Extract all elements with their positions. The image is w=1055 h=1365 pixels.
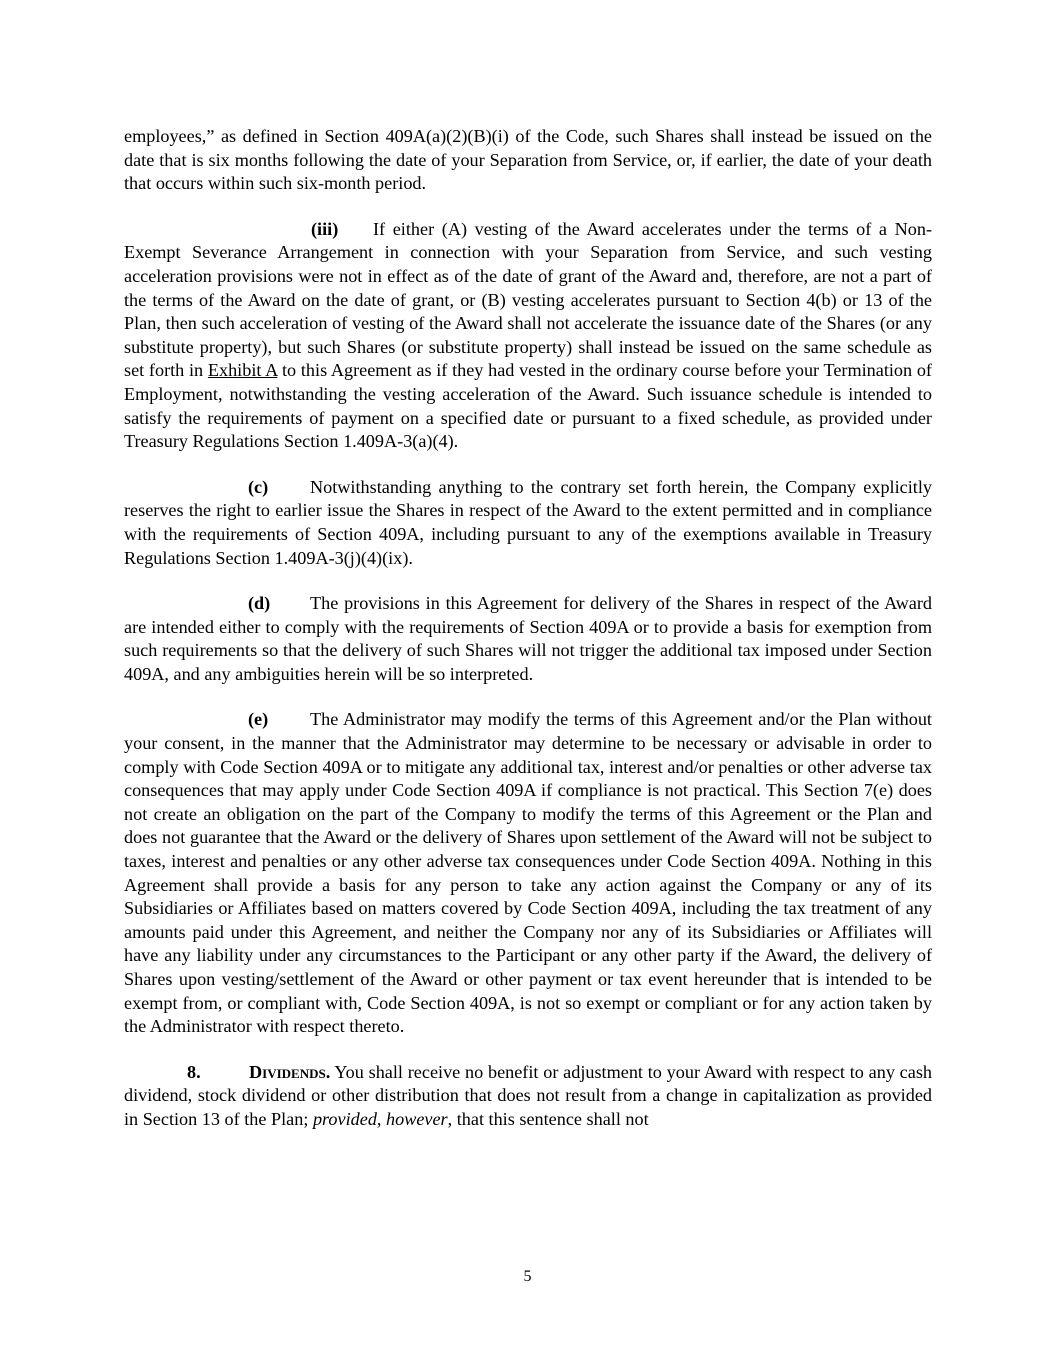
paragraph-iii-text-after: to this Agreement as if they had vested in the ordinary course before your Termination of Employment, notwithstanding the vesting acceleration of the Award. Such issuance schedule is intended to satisfy the requirements of payment on a specified date or pursuant to a fixed schedule, as provided under Treasury Regulations Section 1.409A-3(a)(4).: [124, 360, 932, 452]
paragraph-e-label: (e): [248, 709, 269, 730]
paragraph-c-label: (c): [248, 476, 269, 497]
paragraph-intro-text: employees,” as defined in Section 409A(a)(2)(B)(i) of the Code, such Shares shall instead be issued on the date that is six months following the date of your Separation from Service, or, if earlier, the date of your death that occurs within such six-month period.: [124, 126, 932, 194]
section-8-text-before: You shall receive no benefit or adjustment to your Award with respect to any cash dividend, stock dividend or other distribution that does not result from a change in capitalization as provided in Section 13 of the Plan;: [124, 1061, 932, 1129]
paragraph-d-label: (d): [248, 593, 271, 614]
section-8-dividends: [124, 1061, 932, 1132]
paragraph-d: [124, 592, 932, 686]
exhibit-a-reference: Exhibit A: [207, 360, 278, 381]
page-number: 5: [523, 1268, 532, 1285]
section-8-title: Dividends.: [249, 1061, 331, 1082]
section-8-text-after: , that this sentence shall not: [447, 1108, 649, 1129]
paragraph-d-text: The provisions in this Agreement for delivery of the Shares in respect of the Award are intended either to comply with the requirements of Section 409A or to provide a basis for exemption from such requirements so that the delivery of such Shares will not trigger the additional tax imposed under Section 409A, and any ambiguities herein will be so interpreted.: [124, 593, 932, 684]
section-8-italic-proviso: provided, however: [312, 1108, 448, 1129]
paragraph-e: [124, 708, 932, 1038]
paragraph-iii: [124, 218, 932, 454]
paragraph-e-text: The Administrator may modify the terms of this Agreement and/or the Plan without your consent, in the manner that the Administrator may determine to be necessary or advisable in order to comply with Code Section 409A or to mitigate any additional tax, interest and/or penalties or other adverse tax consequences that may apply under Code Section 409A if compliance is not practical. This Section 7(e) does not create an obligation on the part of the Company to modify the terms of this Agreement or the Plan and does not guarantee that the Award or the delivery of Shares upon settlement of the Award will not be subject to taxes, interest and penalties or any other adverse tax consequences under Code Section 409A. Nothing in this Agreement shall provide a basis for any person to take any action against the Company or any of its Subsidiaries or Affiliates based on matters covered by Code Section 409A, including the tax treatment of any amounts paid under this Agreement, and neither the Company nor any of its Subsidiaries or Affiliates will have any liability under any circumstances to the Participant or any other party if the Award, the delivery of Shares upon vesting/settlement of the Award or other payment or tax event hereunder that is intended to be exempt from, or compliant with, Code Section 409A, is not so exempt or compliant or for any action taken by the Administrator with respect thereto.: [124, 709, 932, 1037]
paragraph-iii-text-before: If either (A) vesting of the Award accelerates under the terms of a Non-Exempt Severance Arrangement in connection with your Separation from Service, and such vesting acceleration provisions were not in effect as of the date of grant of the Award and, therefore, are not a part of the terms of the Award on the date of grant, or (B) vesting accelerates pursuant to Section 4(b) or 13 of the Plan, then such acceleration of vesting of the Award shall not accelerate the issuance date of the Shares (or any substitute property), but such Shares (or substitute property) shall instead be issued on the same schedule as set forth in: [124, 218, 932, 381]
paragraph-intro-continuation: [124, 125, 932, 196]
paragraph-c-text: Notwithstanding anything to the contrary set forth herein, the Company explicitly reserves the right to earlier issue the Shares in respect of the Award to the extent permitted and in compliance with the requirements of Section 409A, including pursuant to any of the exemptions available in Treasury Regulations Section 1.409A-3(j)(4)(ix).: [124, 476, 932, 568]
paragraph-c: [124, 476, 932, 570]
document-body: [124, 125, 932, 1154]
paragraph-iii-label: (iii): [311, 218, 339, 239]
section-8-number: 8.: [187, 1061, 201, 1082]
